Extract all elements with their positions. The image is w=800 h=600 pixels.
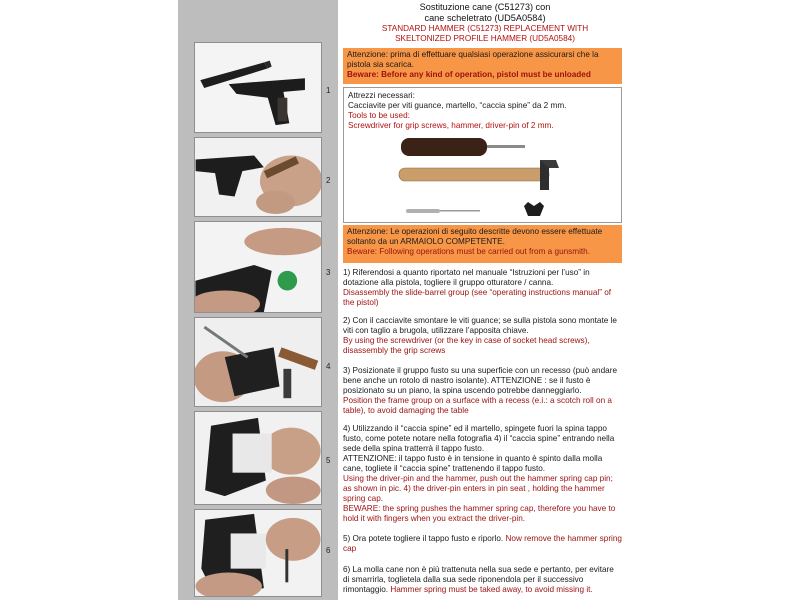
photo-number: 1: [326, 86, 331, 95]
tools-italian-title: Attrezzi necessari:: [348, 91, 415, 100]
unloaded-warning-box: [343, 48, 622, 84]
photo-2-grip-screws: [194, 137, 322, 217]
spring-cap-icon: [524, 202, 544, 216]
step-6: [343, 565, 622, 595]
step-english: Disassembly the slide-barrel group (see “operating instructions manual” of the pistol): [343, 288, 612, 307]
photo-number: 6: [326, 546, 331, 555]
driver-pin-icon: [406, 209, 480, 213]
step-4: [343, 424, 622, 524]
removing-hammer-spring-illustration: [195, 510, 321, 596]
step-italian: 5) Ora potete togliere il tappo fusto e riporlo.: [343, 534, 504, 543]
title-english-line-1: STANDARD HAMMER (C51273) REPLACEMENT WITH: [381, 24, 589, 34]
hammer-icon: [399, 160, 559, 190]
step-english: By using the screwdriver (or the key in case of socket head screws), disassembly the grip screws: [343, 336, 590, 355]
step-5: [343, 534, 622, 554]
frame-on-tape-roll-illustration: [195, 222, 321, 312]
title-italian-line-1: Sostituzione cane (C51273) con: [419, 2, 551, 12]
driver-pin-and-hammer-illustration: [195, 318, 321, 406]
tools-box: [343, 87, 622, 223]
photo-number: 3: [326, 268, 331, 277]
warning-english: Beware: Following operations must be carried out from a gunsmith.: [347, 247, 591, 256]
screwdriver-on-grip-illustration: [195, 138, 321, 216]
title-italian-line-2: cane scheletrato (UD5A0584): [424, 13, 546, 24]
step-3: [343, 366, 622, 416]
page-title: [345, 2, 625, 44]
photo-3-frame-on-recess: [194, 221, 322, 313]
photo-1-slide-and-frame: [194, 42, 322, 133]
tools-illustration: [344, 128, 621, 222]
step-english-warning: BEWARE: the spring pushes the hammer spring cap, therefore you have to hold it with fingers when you extract the driver-pin.: [343, 504, 616, 523]
warning-italian: Attenzione: Le operazioni di seguito descritte devono essere effettuate soltanto da un ARMAIOLO COMPETENTE.: [347, 227, 603, 246]
step-english: Now remove the hammer spring cap: [343, 534, 622, 553]
removing-spring-cap-illustration: [195, 412, 321, 504]
step-italian: 3) Posizionate il gruppo fusto su una superficie con un recesso (può andare bene anche un rotolo di nastro isolante). ATTENZIONE : se il fusto è posizionato su un piano, la spina uscendo potrebbe danneggiarlo.: [343, 366, 617, 395]
title-english-line-2: SKELTONIZED PROFILE HAMMER (UD5A0584): [395, 33, 575, 43]
step-italian: 1) Riferendosi a quanto riportato nel manuale “Istruzioni per l’uso” in dotazione alla pistola, togliere il gruppo otturatore / canna.: [343, 268, 590, 287]
step-italian: 2) Con il cacciavite smontare le viti guance; se sulla pistola sono montate le viti con taglio a brugola, utilizzare l’apposita chiave.: [343, 316, 617, 335]
step-italian: 6) La molla cane non è più trattenuta nella sua sede e pertanto, per evitare di smarrirla, toglietela dalla sua sede riponendola per il successivo rimontaggio.: [343, 565, 614, 594]
step-italian: 4) Utilizzando il “caccia spine” ed il martello, spingete fuori la spina tappo fusto, come potete notare nella fotografia 4) il “caccia spine” entrando nella sede della spina tratterrà il tappo fusto.: [343, 424, 615, 453]
tools-english-text: Screwdriver for grip screws, hammer, driver-pin of 2 mm.: [348, 121, 554, 130]
step-english: Hammer spring must be taked away, to avoid missing it.: [390, 585, 593, 594]
warning-italian: Attenzione: prima di effettuare qualsiasi operazione assicurarsi che la pistola sia scarica.: [347, 50, 599, 69]
screwdriver-icon: [401, 138, 525, 156]
step-1: [343, 268, 622, 308]
warning-english: Beware: Before any kind of operation, pistol must be unloaded: [347, 70, 591, 79]
photo-4-driver-pin: [194, 317, 322, 407]
photo-6-remove-spring: [194, 509, 322, 597]
photo-number: 4: [326, 362, 331, 371]
photo-5-remove-cap: [194, 411, 322, 505]
tools-italian-text: Cacciavite per viti guance, martello, “caccia spine” da 2 mm.: [348, 101, 567, 110]
pistol-disassembled-illustration: [195, 43, 321, 132]
tools-english-title: Tools to be used:: [348, 111, 410, 120]
step-english: Position the frame group on a surface with a recess (e.i.: a scotch roll on a table), to avoid damaging the table: [343, 396, 612, 415]
photo-number: 2: [326, 176, 331, 185]
gunsmith-warning-box: [343, 225, 622, 263]
step-2: [343, 316, 622, 356]
step-english: Using the driver-pin and the hammer, push out the hammer spring cap pin; as shown in pic. 4) the driver-pin enters in pin seat , holding the hammer spring cap.: [343, 474, 613, 503]
step-italian-warning: ATTENZIONE: il tappo fusto è in tensione in quanto è spinto dalla molla cane, togliete il “caccia spine” trattenendo il tappo fusto.: [343, 454, 603, 473]
photo-number: 5: [326, 456, 331, 465]
